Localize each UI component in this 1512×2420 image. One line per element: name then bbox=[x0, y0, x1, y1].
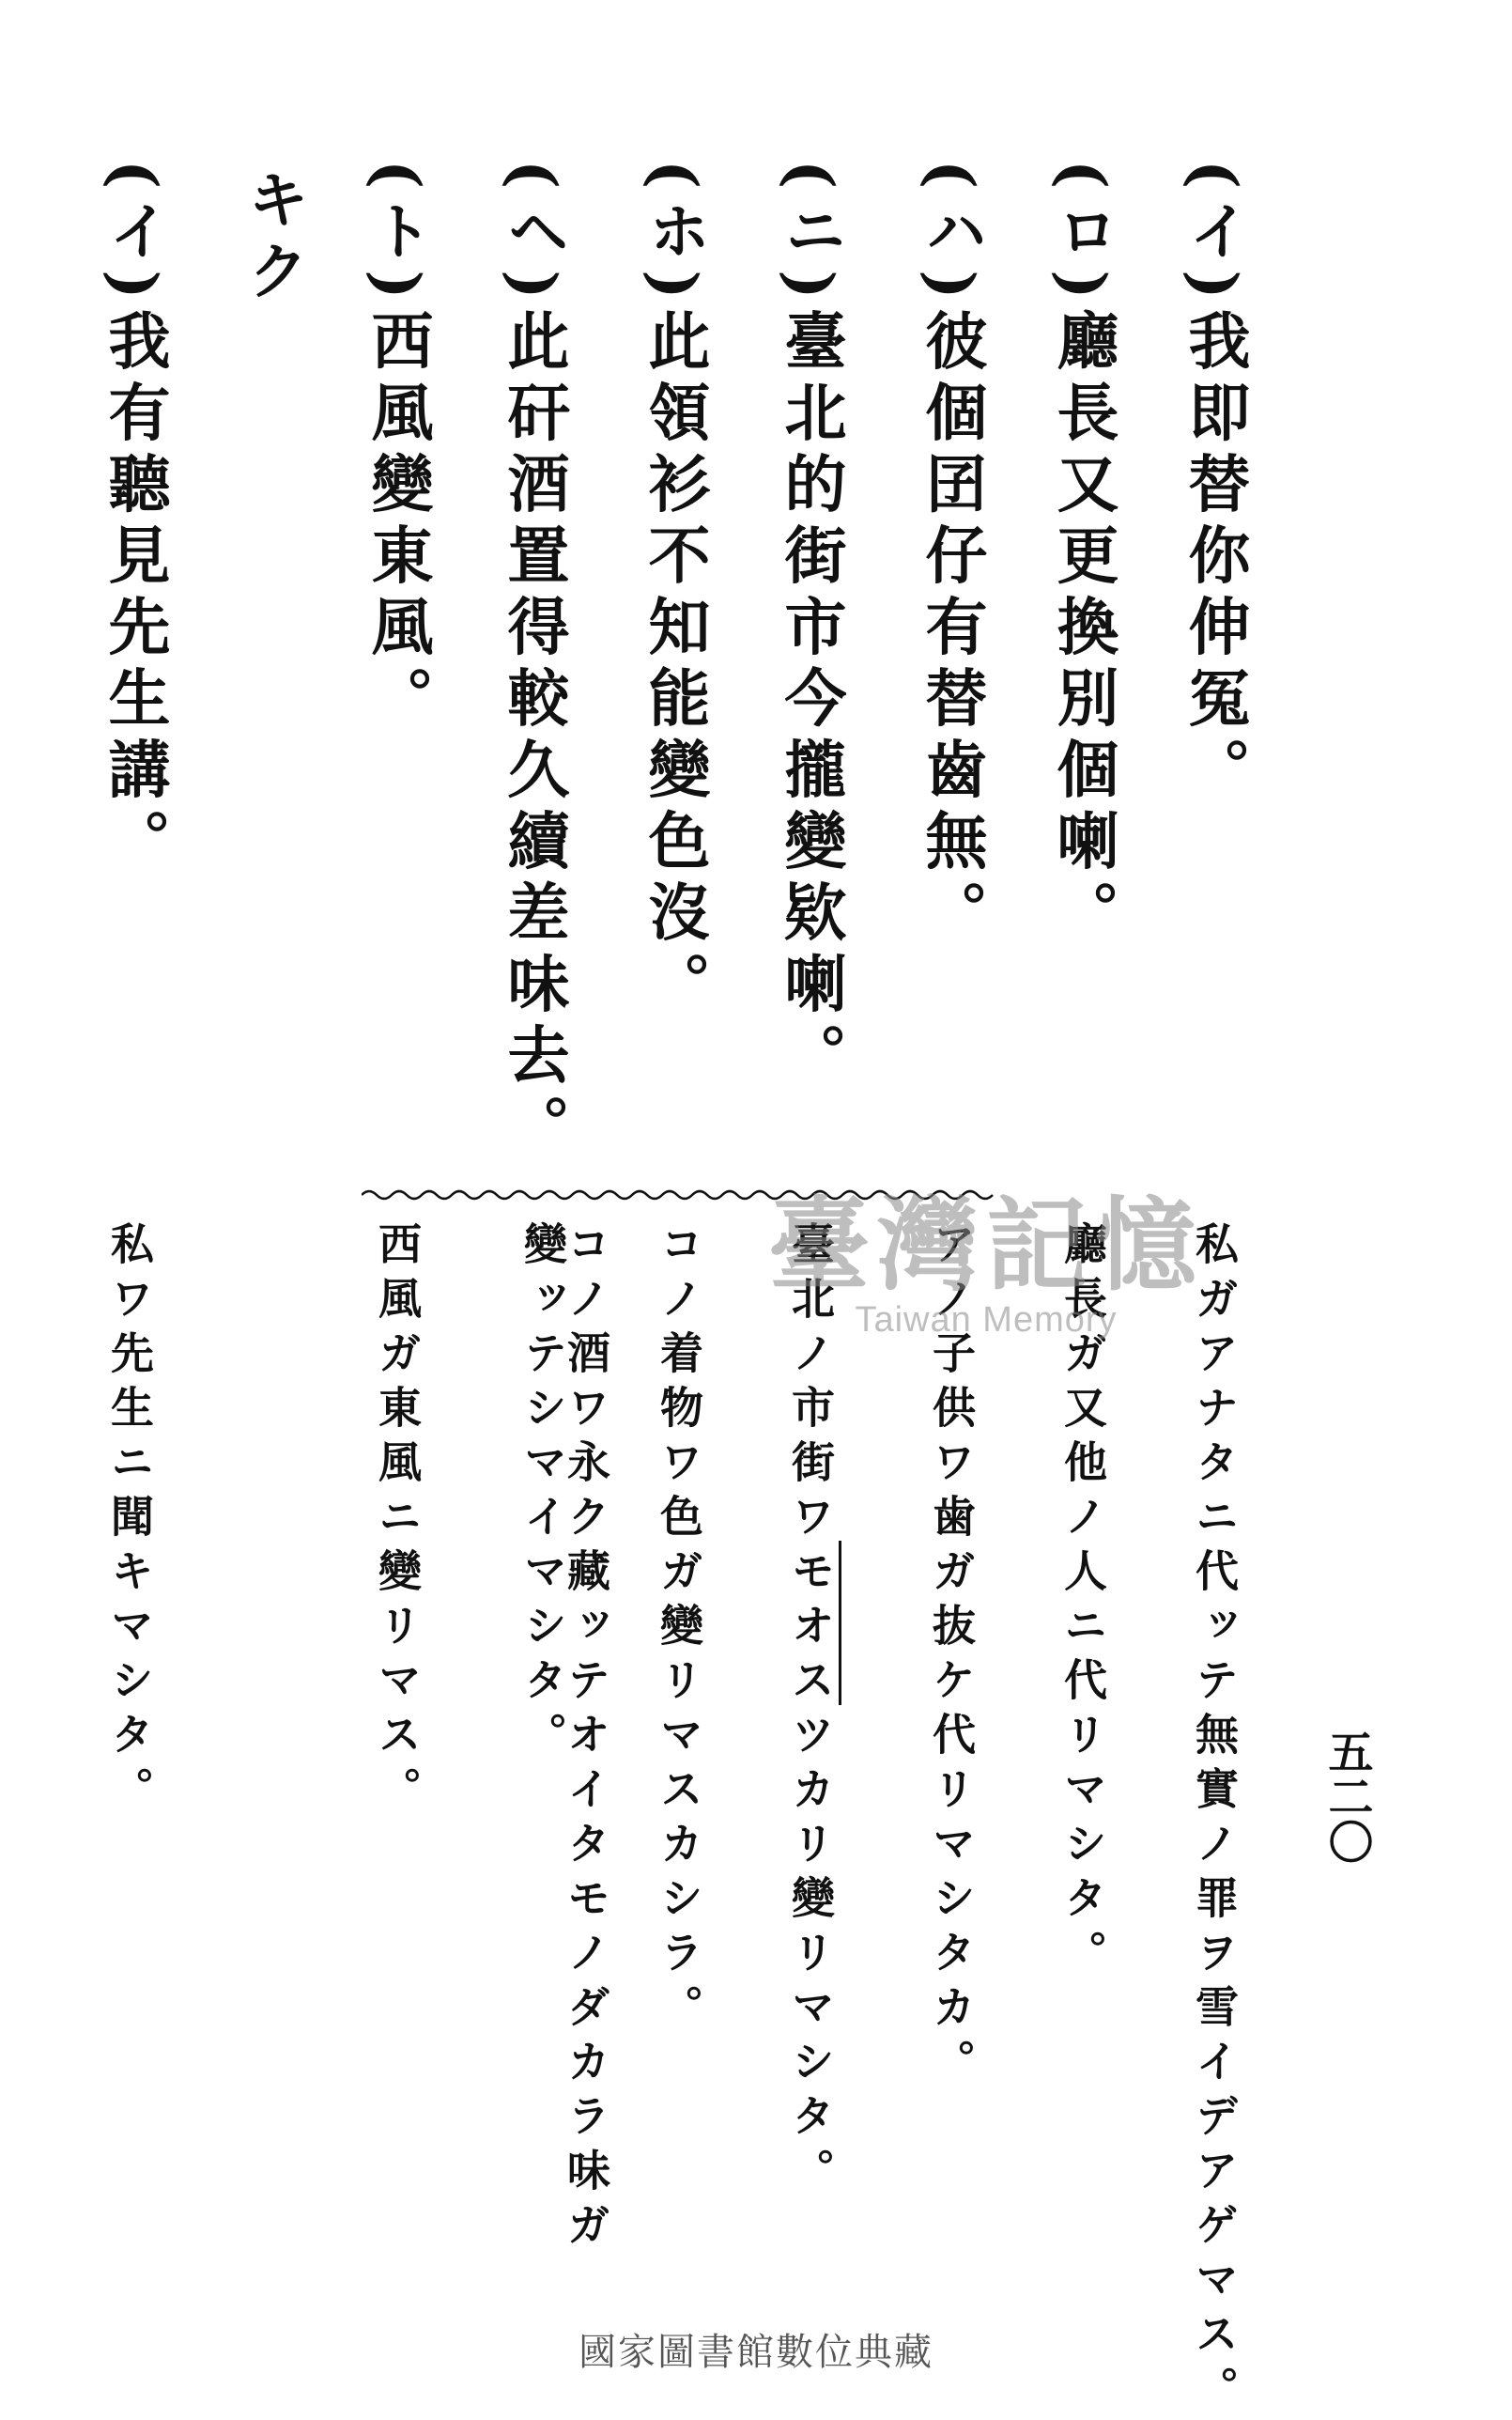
footer-caption: 國家圖書館數位典藏 bbox=[579, 2331, 933, 2374]
exercise-label: (イ) bbox=[1178, 160, 1251, 309]
exercise-text: 西風變東風。 bbox=[361, 308, 434, 737]
section-heading: キク bbox=[237, 167, 310, 310]
exercise-text: 廳長又更換別個喇。 bbox=[1046, 308, 1119, 952]
exercise-text: 我即替你伸冤。 bbox=[1178, 308, 1251, 809]
exercise-label: (イ) bbox=[98, 160, 171, 309]
exercise-label: (ニ) bbox=[774, 160, 847, 309]
translation-6: コノ酒ワ永ク藏ッテオイタモノダカラ味ガ變ッテシマイマシタ。 bbox=[517, 1221, 611, 2257]
exercise-label: (ヘ) bbox=[497, 160, 570, 309]
bracket-line bbox=[839, 1541, 841, 1705]
wavy-divider bbox=[362, 1186, 1000, 1204]
exercise-ho bbox=[638, 160, 711, 1023]
translation-3: アノ子供ワ歯ガ抜ケ代リマシタカ。 bbox=[926, 1221, 977, 2093]
exercise-label: (ト) bbox=[361, 160, 434, 309]
exercise-i bbox=[1178, 160, 1251, 809]
exercise-to bbox=[361, 160, 434, 737]
listening-translation-1: 私ワ先生ニ聞キマシタ。 bbox=[104, 1221, 155, 1821]
exercise-ni bbox=[774, 160, 847, 1094]
exercise-ro bbox=[1046, 160, 1119, 952]
exercise-ha bbox=[915, 160, 988, 952]
page-number: 五二〇 bbox=[1320, 1729, 1373, 1864]
translation-5: コノ着物ワ色ガ變リマスカシラ。 bbox=[654, 1221, 704, 2039]
translation-2: 廳長ガ又他ノ人ニ代リマシタ。 bbox=[1057, 1221, 1108, 1984]
watermark-subtitle: Taiwan Memory bbox=[855, 1299, 1118, 1340]
exercise-text: 我有聽見先生講。 bbox=[98, 308, 171, 880]
exercise-label: (ホ) bbox=[638, 160, 711, 309]
exercise-text: 此矸酒置得較久續差味去。 bbox=[497, 308, 570, 1166]
translation-4: 臺北ノ市街ワモオスツカリ變リマシタ。 bbox=[785, 1221, 836, 2202]
translation-7: 西風ガ東風ニ變リマス。 bbox=[372, 1221, 423, 1821]
translation-1: 私ガアナタニ代ッテ無實ノ罪ヲ雪イデアゲマス。 bbox=[1189, 1221, 1240, 2420]
exercise-he bbox=[497, 160, 570, 1166]
watermark-title: 臺灣記憶 bbox=[767, 1187, 1204, 1305]
exercise-text: 彼個囝仔有替齒無。 bbox=[915, 308, 988, 952]
exercise-text: 臺北的街市今攏變欵喇。 bbox=[774, 308, 847, 1094]
exercise-label: (ロ) bbox=[1046, 160, 1119, 309]
listening-i bbox=[98, 160, 171, 880]
exercise-label: (ハ) bbox=[915, 160, 988, 309]
exercise-text: 此領衫不知能變色沒。 bbox=[638, 308, 711, 1023]
